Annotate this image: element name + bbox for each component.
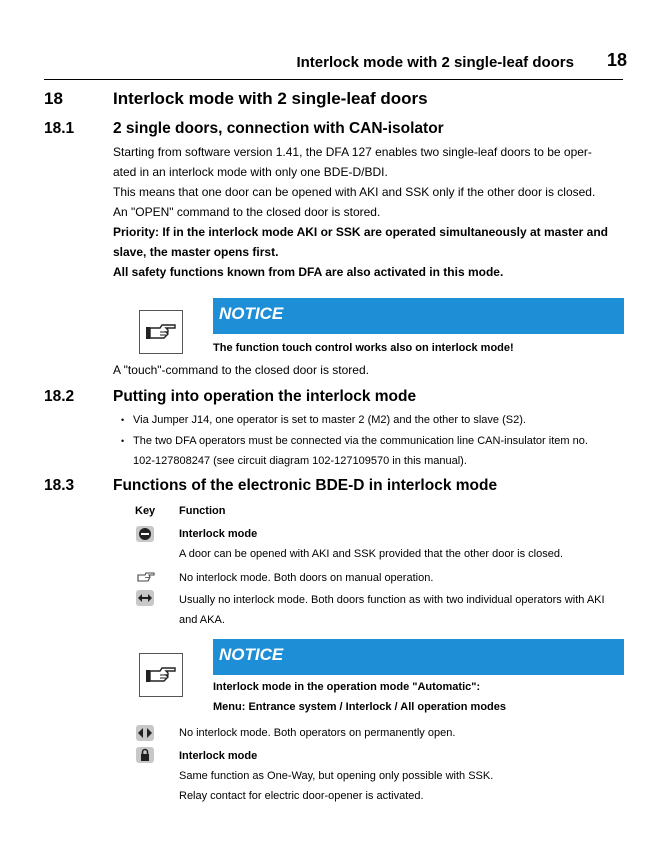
column-header-key: Key — [135, 505, 156, 517]
bullet-continuation: 102-127808247 (see circuit diagram 102-127109570 in this manual). — [133, 455, 467, 467]
subsection-number: 18.1 — [44, 120, 75, 137]
section-title: Interlock mode with 2 single-leaf doors — [113, 89, 428, 108]
text-line: An "OPEN" command to the closed door is stored. — [113, 205, 381, 219]
text-line: slave, the master opens first. — [113, 245, 279, 259]
text-line: This means that one door can be opened with AKI and SSK only if the other door is closed. — [113, 185, 596, 199]
column-header-function: Function — [179, 505, 226, 517]
function-description: Usually no interlock mode. Both doors function as with two individual operators with AKI — [179, 594, 605, 606]
hand-icon — [136, 570, 154, 586]
notice-box — [139, 639, 624, 715]
text-line: Starting from software version 1.41, the DFA 127 enables two single-leaf doors to be oper- — [113, 145, 592, 159]
function-description: No interlock mode. Both doors on manual operation. — [179, 572, 434, 584]
page-number: 18 — [606, 50, 627, 70]
header-rule — [44, 79, 623, 80]
notice-banner — [213, 639, 624, 675]
notice-text: Interlock mode in the operation mode "Automatic": — [213, 681, 481, 693]
minus-circle-icon — [136, 526, 154, 542]
text-line: All safety functions known from DFA are also activated in this mode. — [113, 265, 504, 279]
open-arrows-icon — [136, 725, 154, 741]
pointing-hand-icon — [139, 310, 183, 354]
function-description: A door can be opened with AKI and SSK provided that the other door is closed. — [179, 548, 564, 560]
subsection-number: 18.2 — [44, 388, 75, 405]
function-description-cont: and AKA. — [179, 614, 225, 626]
notice-text: Menu: Entrance system / Interlock / All operation modes — [213, 701, 506, 713]
running-header-title: Interlock mode with 2 single-leaf doors — [296, 54, 574, 71]
notice-box — [139, 298, 624, 356]
subsection-title: 2 single doors, connection with CAN-isolator — [113, 120, 444, 137]
function-description-cont: Relay contact for electric door-opener is activated. — [179, 790, 424, 802]
function-description: No interlock mode. Both operators on permanently open. — [179, 727, 456, 739]
function-title: Interlock mode — [179, 750, 258, 762]
notice-text: The function touch control works also on interlock mode! — [213, 342, 514, 354]
paragraph: A "touch"-command to the closed door is stored. — [113, 363, 369, 377]
function-title: Interlock mode — [179, 528, 258, 540]
bullet-item: • The two DFA operators must be connected via the communication line CAN-insulator item no. — [133, 435, 588, 447]
text-line: Priority: If in the interlock mode AKI or SSK are operated simultaneously at master and — [113, 225, 609, 239]
text-line: ated in an interlock mode with only one BDE-D/BDI. — [113, 165, 388, 179]
function-description: Same function as One-Way, but opening only possible with SSK. — [179, 770, 494, 782]
double-arrow-icon — [136, 590, 154, 606]
notice-label: NOTICE — [219, 645, 284, 664]
paragraph — [113, 142, 633, 282]
pointing-hand-icon — [139, 653, 183, 697]
subsection-title: Putting into operation the interlock mode — [113, 388, 417, 405]
subsection-number: 18.3 — [44, 477, 75, 494]
notice-label: NOTICE — [219, 304, 284, 323]
section-number: 18 — [44, 89, 63, 108]
notice-banner — [213, 298, 624, 334]
bullet-item: • Via Jumper J14, one operator is set to master 2 (M2) and the other to slave (S2). — [133, 414, 526, 426]
subsection-title: Functions of the electronic BDE-D in interlock mode — [113, 477, 498, 494]
lock-icon — [136, 747, 154, 763]
